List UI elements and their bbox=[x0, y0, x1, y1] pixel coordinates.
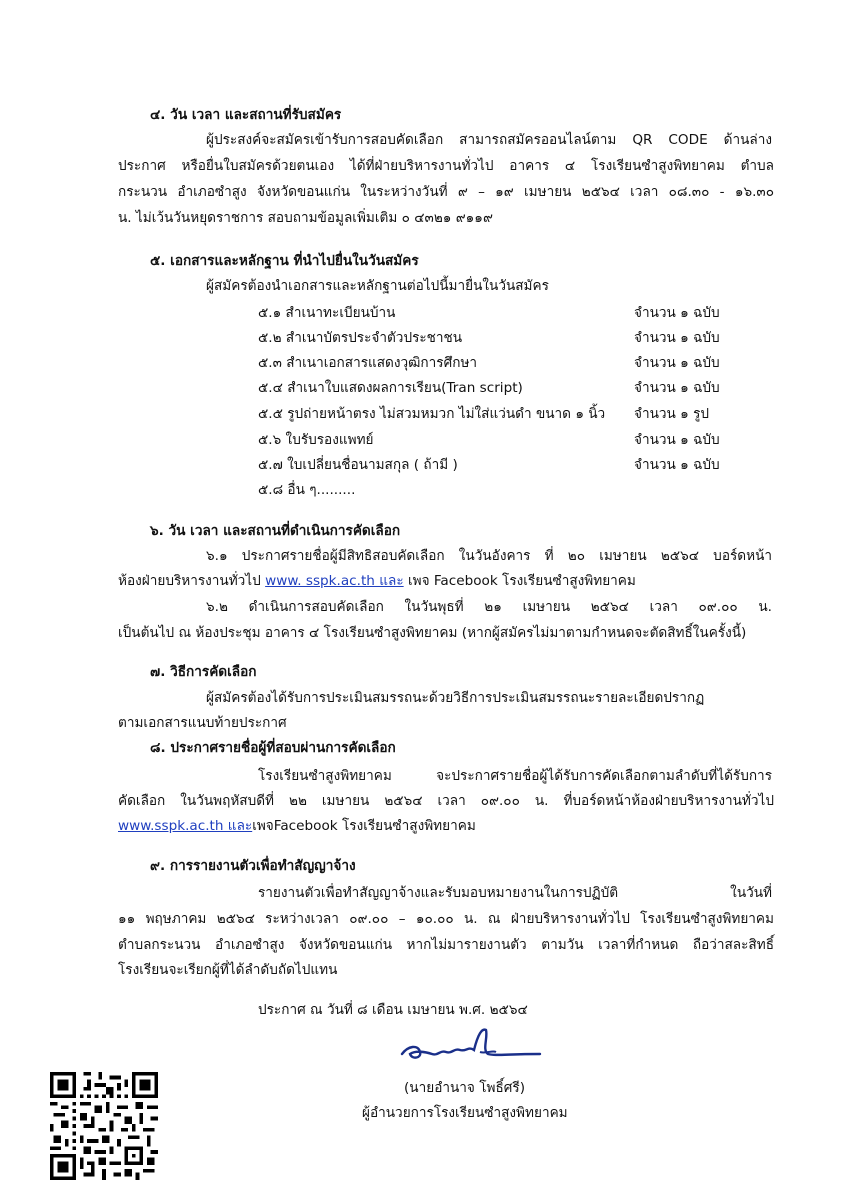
section-6-line-2-post: เพจ Facebook โรงเรียนซำสูงพิทยาคม bbox=[403, 573, 636, 589]
section-9-line-4: โรงเรียนจะเรียกผู้ที่ได้ลำดับถัดไปแทน bbox=[118, 962, 338, 978]
doc-item-qty: จำนวน ๑ รูป bbox=[634, 406, 710, 422]
section-6-heading: ๖. วัน เวลา และสถานที่ดำเนินการคัดเลือก bbox=[150, 523, 401, 539]
doc-item-label: ๕.๒ สำเนาบัตรประจำตัวประชาชน bbox=[258, 330, 463, 346]
section-9-line-3: ตำบลกระนวน อำเภอซำสูง จังหวัดขอนแก่น หากไม่มารายงานตัว ตามวัน เวลาที่กำหนด ถือว่าสละสิทธิ์ bbox=[118, 937, 774, 953]
doc-item-qty: จำนวน ๑ ฉบับ bbox=[634, 432, 720, 448]
doc-item-label: ๕.๑ สำเนาทะเบียนบ้าน bbox=[258, 305, 396, 321]
section-5-intro: ผู้สมัครต้องนำเอกสารและหลักฐานต่อไปนี้มายื่นในวันสมัคร bbox=[206, 278, 549, 294]
doc-item-label: ๕.๖ ใบรับรองแพทย์ bbox=[258, 432, 374, 448]
section-4-line-4: น. ไม่เว้นวันหยุดราชการ สอบถามข้อมูลเพิ่มเติม ๐ ๔๓๒๑ ๙๑๑๙ bbox=[118, 210, 493, 226]
section-7-heading: ๗. วิธีการคัดเลือก bbox=[150, 664, 257, 680]
doc-item-qty: จำนวน ๑ ฉบับ bbox=[634, 380, 720, 396]
section-4-heading: ๔. วัน เวลา และสถานที่รับสมัคร bbox=[150, 107, 342, 123]
announcement-date: ประกาศ ณ วันที่ ๘ เดือน เมษายน พ.ศ. ๒๕๖๔ bbox=[258, 1002, 528, 1018]
section-8-heading: ๘. ประกาศรายชื่อผู้ที่สอบผ่านการคัดเลือก bbox=[150, 740, 396, 756]
doc-item-label: ๕.๔ สำเนาใบแสดงผลการเรียน(Tran script) bbox=[258, 380, 523, 396]
section-4-line-2: ประกาศ หรือยื่นใบสมัครด้วยตนเอง ได้ที่ฝ่ายบริหารงานทั่วไป อาคาร ๔ โรงเรียนซำสูงพิทยาคม ตำบล bbox=[118, 158, 774, 174]
section-9-heading: ๙. การรายงานตัวเพื่อทำสัญญาจ้าง bbox=[150, 858, 356, 874]
doc-item-qty: จำนวน ๑ ฉบับ bbox=[634, 355, 720, 371]
section-6-line-3: ๖.๒ ดำเนินการสอบคัดเลือก ในวันพุธที่ ๒๑ เมษายน ๒๕๖๔ เวลา ๐๙.๐๐ น. bbox=[206, 599, 772, 615]
section-6-line-4: เป็นต้นไป ณ ห้องประชุม อาคาร ๔ โรงเรียนซำสูงพิทยาคม (หากผู้สมัครไม่มาตามกำหนดจะตัดสิทธิ์ในครั้งนี้) bbox=[118, 625, 747, 641]
doc-item-label: ๕.๗ ใบเปลี่ยนชื่อนามสกุล ( ถ้ามี ) bbox=[258, 457, 458, 473]
doc-item-qty: จำนวน ๑ ฉบับ bbox=[634, 305, 720, 321]
section-6-line-2-pre: ห้องฝ่ายบริหารงานทั่วไป bbox=[118, 573, 266, 589]
qr-code-image[interactable] bbox=[50, 1072, 158, 1180]
section-6-line-1: ๖.๑ ประกาศรายชื่อผู้มีสิทธิสอบคัดเลือก ในวันอังคาร ที่ ๒๐ เมษายน ๒๕๖๔ บอร์ดหน้า bbox=[206, 548, 772, 564]
signer-position: ผู้อำนวยการโรงเรียนซำสูงพิทยาคม bbox=[362, 1105, 568, 1121]
section-8-line-3-post: เพจFacebook โรงเรียนซำสูงพิทยาคม bbox=[252, 818, 476, 834]
section-8-line-1: โรงเรียนซำสูงพิทยาคม จะประกาศรายชื่อผู้ได้รับการคัดเลือกตามลำดับที่ได้รับการ bbox=[258, 768, 772, 784]
section-4-line-1: ผู้ประสงค์จะสมัครเข้ารับการสอบคัดเลือก สามารถสมัครออนไลน์ตาม QR CODE ด้านล่าง bbox=[206, 132, 772, 148]
section-5-heading: ๕. เอกสารและหลักฐาน ที่นำไปยื่นในวันสมัคร bbox=[150, 253, 419, 269]
doc-item-qty: จำนวน ๑ ฉบับ bbox=[634, 330, 720, 346]
section-9-line-1: รายงานตัวเพื่อทำสัญญาจ้างและรับมอบหมายงานในการปฏิบัติ ในวันที่ bbox=[258, 885, 772, 901]
section-4-line-3: กระนวน อำเภอซำสูง จังหวัดขอนแก่น ในระหว่างวันที่ ๙ – ๑๙ เมษายน ๒๕๖๔ เวลา ๐๘.๓๐ - ๑๖.๓๐ bbox=[118, 184, 774, 200]
section-8-line-2: คัดเลือก ในวันพฤหัสบดีที่ ๒๒ เมษายน ๒๕๖๔ เวลา ๐๙.๐๐ น. ที่บอร์ดหน้าห้องฝ่ายบริหารงานทั่วไป bbox=[118, 793, 774, 809]
section-9-line-2: ๑๑ พฤษภาคม ๒๕๖๔ ระหว่างเวลา ๐๙.๐๐ – ๑๐.๐๐ น. ณ ฝ่ายบริหารงานทั่วไป โรงเรียนซำสูงพิทยาคม bbox=[118, 911, 774, 927]
doc-item-label: ๕.๓ สำเนาเอกสารแสดงวุฒิการศึกษา bbox=[258, 355, 478, 371]
section-8-line-3 bbox=[118, 816, 476, 836]
doc-item-label: ๕.๘ อื่น ๆ......... bbox=[258, 482, 356, 498]
section-7-line-2: ตามเอกสารแนบท้ายประกาศ bbox=[118, 715, 287, 731]
section-7-line-1: ผู้สมัครต้องได้รับการประเมินสมรรถนะด้วยวิธีการประเมินสมรรถนะรายละเอียดปรากฏ bbox=[206, 690, 705, 706]
signature-image bbox=[396, 1024, 546, 1068]
doc-item-qty: จำนวน ๑ ฉบับ bbox=[634, 457, 720, 473]
doc-item-label: ๕.๕ รูปถ่ายหน้าตรง ไม่สวมหมวก ไม่ใส่แว่นดำ ขนาด ๑ นิ้ว bbox=[258, 406, 606, 422]
signer-name: (นายอำนาจ โพธิ์ศรี) bbox=[404, 1080, 525, 1096]
school-website-link[interactable]: www. sspk.ac.th และ bbox=[265, 573, 404, 589]
school-website-link[interactable]: www.sspk.ac.th และ bbox=[118, 818, 253, 834]
section-6-line-2 bbox=[118, 571, 636, 591]
